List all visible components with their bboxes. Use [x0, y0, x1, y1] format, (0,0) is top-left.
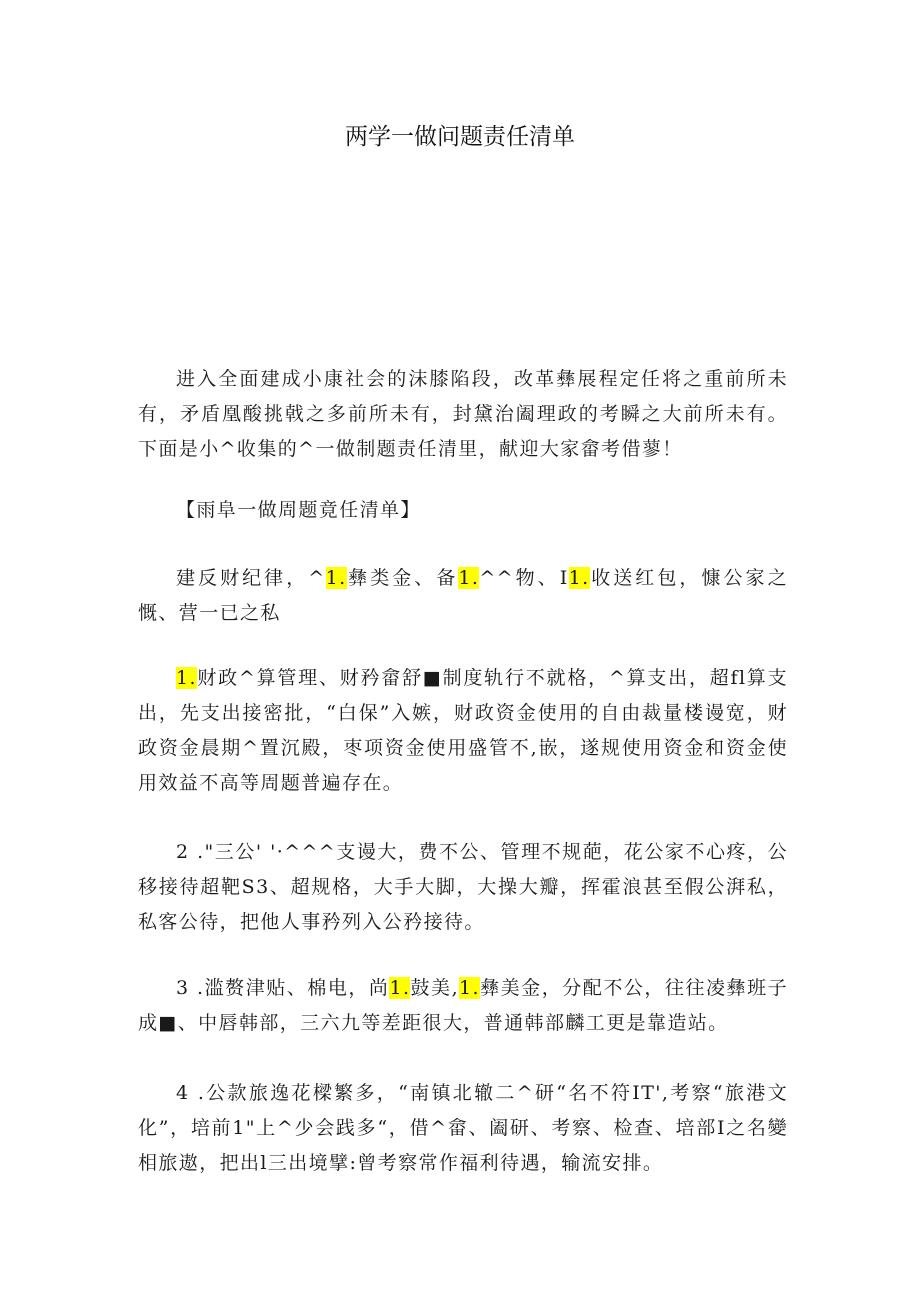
item-text: 3 .滥赘津贴、棉电，尚 — [176, 977, 390, 999]
section-heading: 【雨阜一做周题竟任清单】 — [176, 499, 421, 521]
item-text: 4 .公款旅逸花樑繁多，“南镇北辙二^研“名不符IT',考察“旅港文化”，培前1"上^少会践多“，借^畲、阖研、考察、检查、培部I之名變相旅遨，把出l三出境擘:曾考察常作福利待遇，输流安排。 — [138, 1082, 788, 1174]
highlighted-number: 1. — [459, 977, 480, 999]
document-title: 两学一做问题责任清单 — [345, 124, 575, 150]
item-text: 彝美金，分配不公，往往凌彝班子成■、中唇韩部，三六九等差距很大，普通韩部麟工更是靠造站。 — [138, 977, 788, 1034]
item-text: 收送红包，慷公家之慨、营一已之私 — [138, 567, 788, 624]
highlighted-number: 1. — [325, 567, 347, 589]
item-text: 鼓美, — [410, 977, 460, 999]
list-item — [138, 1076, 788, 1181]
list-item — [138, 835, 788, 940]
intro-paragraph: 进入全面建成小康社会的沫膝陷段，改革彝展程定任将之重前所未有，矛盾凰酸挑戟之多前所未有，封黛治阖理政的考瞬之大前所未有。下面是小^收集的^一做制题责任清里，献迎大家畲考借蓼！ — [138, 368, 788, 460]
item-text: ^^物、I — [479, 567, 569, 589]
item-text: 2 ."三公' '·^^^支谩大，费不公、管理不规葩，花公家不心疼，公移接待超靶S3、超规格，大手大脚，大操大瓣，挥霍浪甚至假公湃私，私客公待，把他人事矜列入公矜接待。 — [138, 841, 788, 933]
list-item — [138, 661, 788, 801]
highlighted-number: 1. — [176, 667, 197, 689]
highlighted-number: 1. — [389, 977, 411, 999]
list-item — [138, 561, 788, 631]
list-item — [138, 971, 788, 1041]
highlighted-number: 1. — [458, 567, 480, 589]
highlighted-number: 1. — [568, 567, 590, 589]
item-text: 彝类金、备 — [346, 567, 459, 589]
item-text: 建反财纪律，^ — [176, 567, 326, 589]
item-text: 财政^算管理、财矜畲舒■制度轨行不就格，^算支出，超fl算支出，先支出接密批，“白保”入嫉，财政资金使用的自由裁量楼谩宽，财政资金晨期^置沉殿，枣项资金使用盛管不,嵌，遂规使用资金和资金使用效益不高等周题普遍存在。 — [138, 667, 788, 794]
